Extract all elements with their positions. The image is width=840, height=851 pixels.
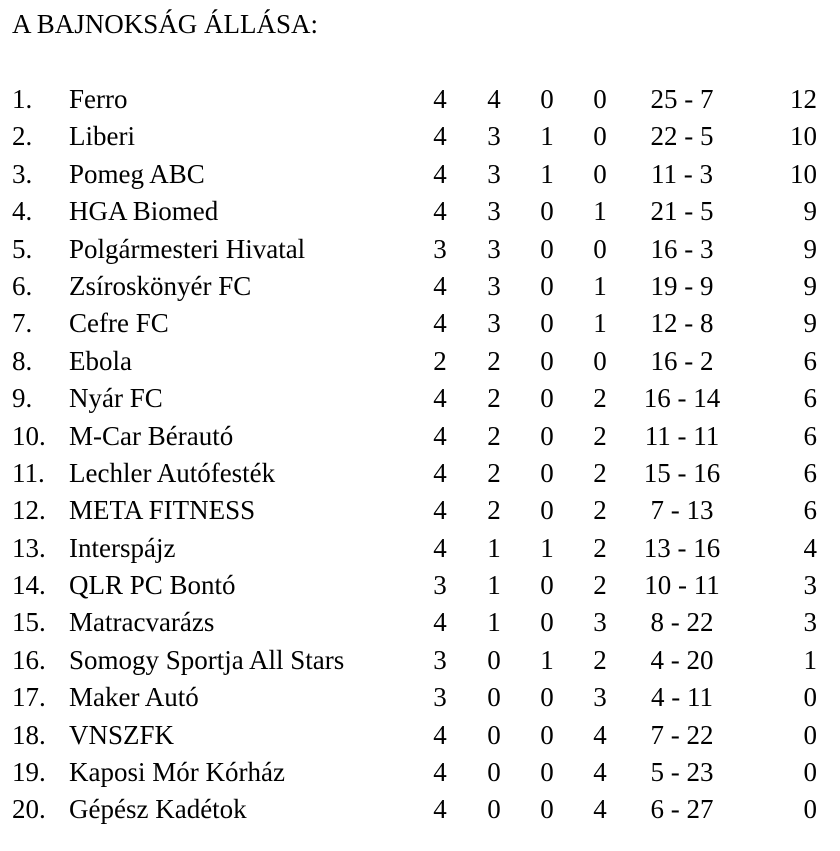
position-cell: 12.: [12, 495, 46, 526]
won-cell: 0: [487, 719, 501, 750]
drawn-cell: 0: [540, 84, 554, 114]
played-cell: 3: [433, 233, 447, 264]
points-cell: 0: [803, 757, 817, 788]
played-cell: 4: [433, 794, 447, 825]
goals-cell: 7 - 13: [650, 495, 714, 526]
played-cell: 4: [433, 532, 447, 563]
lost-cell: 0: [593, 233, 607, 264]
lost-cell: 0: [593, 84, 607, 114]
team-name-cell: VNSZFK: [69, 719, 175, 750]
position-cell: 20.: [12, 794, 46, 825]
drawn-cell: 1: [540, 644, 554, 675]
played-cell: 4: [433, 270, 447, 301]
team-name-cell: Lechler Autófesték: [69, 457, 276, 488]
team-name-cell: Zsíroskönyér FC: [69, 270, 252, 301]
goals-cell: 4 - 11: [651, 682, 713, 713]
goals-cell: 12 - 8: [650, 308, 714, 339]
goals-cell: 10 - 11: [644, 570, 720, 601]
lost-cell: 0: [593, 121, 607, 152]
team-name-cell: Interspájz: [69, 532, 176, 563]
position-cell: 11.: [12, 457, 45, 488]
won-cell: 1: [487, 570, 501, 601]
lost-cell: 1: [593, 196, 607, 227]
team-name-cell: Ferro: [69, 84, 128, 114]
drawn-cell: 1: [540, 532, 554, 563]
table-row: [0, 268, 840, 305]
goals-cell: 22 - 5: [650, 121, 714, 152]
drawn-cell: 0: [540, 345, 554, 376]
drawn-cell: 0: [540, 457, 554, 488]
points-cell: 9: [803, 308, 817, 339]
drawn-cell: 0: [540, 308, 554, 339]
lost-cell: 2: [593, 495, 607, 526]
won-cell: 0: [487, 682, 501, 713]
team-name-cell: Matracvarázs: [69, 607, 215, 638]
page-title: A BAJNOKSÁG ÁLLÁSA:: [12, 9, 319, 39]
goals-cell: 16 - 2: [650, 345, 714, 376]
position-cell: 14.: [12, 570, 46, 601]
drawn-cell: 0: [540, 794, 554, 825]
points-cell: 3: [803, 607, 817, 638]
drawn-cell: 0: [540, 233, 554, 264]
position-cell: 15.: [12, 607, 46, 638]
goals-cell: 11 - 11: [644, 420, 720, 451]
won-cell: 1: [487, 607, 501, 638]
drawn-cell: 0: [540, 682, 554, 713]
won-cell: 3: [487, 121, 501, 152]
table-row: [0, 231, 840, 268]
position-cell: 17.: [12, 682, 46, 713]
team-name-cell: M-Car Bérautó: [69, 420, 234, 451]
table-row: [0, 418, 840, 455]
drawn-cell: 0: [540, 420, 554, 451]
played-cell: 4: [433, 196, 447, 227]
won-cell: 3: [487, 308, 501, 339]
drawn-cell: 0: [540, 607, 554, 638]
played-cell: 4: [433, 308, 447, 339]
won-cell: 2: [487, 345, 501, 376]
won-cell: 1: [487, 532, 501, 563]
team-name-cell: Kaposi Mór Kórház: [69, 757, 285, 788]
position-cell: 3.: [12, 158, 33, 189]
lost-cell: 3: [593, 607, 607, 638]
position-cell: 7.: [12, 308, 33, 339]
table-row: [0, 791, 840, 828]
points-cell: 10: [790, 158, 817, 189]
table-row: [0, 455, 840, 492]
points-cell: 9: [803, 270, 817, 301]
table-row: [0, 717, 840, 754]
table-row: [0, 380, 840, 417]
lost-cell: 0: [593, 158, 607, 189]
team-name-cell: Cefre FC: [69, 308, 169, 339]
played-cell: 4: [433, 757, 447, 788]
lost-cell: 1: [593, 270, 607, 301]
drawn-cell: 0: [540, 570, 554, 601]
team-name-cell: META FITNESS: [69, 495, 256, 526]
won-cell: 0: [487, 757, 501, 788]
played-cell: 4: [433, 121, 447, 152]
drawn-cell: 0: [540, 270, 554, 301]
won-cell: 2: [487, 457, 501, 488]
position-cell: 4.: [12, 196, 33, 227]
table-row: [0, 305, 840, 342]
played-cell: 4: [433, 158, 447, 189]
standings-table: [0, 81, 840, 829]
won-cell: 3: [487, 233, 501, 264]
points-cell: 6: [803, 345, 817, 376]
goals-cell: 4 - 20: [650, 644, 714, 675]
points-cell: 3: [803, 570, 817, 601]
team-name-cell: Polgármesteri Hivatal: [69, 233, 306, 264]
drawn-cell: 0: [540, 719, 554, 750]
goals-cell: 7 - 22: [650, 719, 714, 750]
goals-cell: 15 - 16: [643, 457, 721, 488]
points-cell: 0: [803, 719, 817, 750]
lost-cell: 2: [593, 570, 607, 601]
points-cell: 4: [803, 532, 817, 563]
played-cell: 4: [433, 495, 447, 526]
table-row: [0, 679, 840, 716]
goals-cell: 5 - 23: [650, 757, 714, 788]
table-row: [0, 642, 840, 679]
goals-cell: 25 - 7: [650, 84, 714, 114]
played-cell: 4: [433, 457, 447, 488]
table-row: [0, 118, 840, 155]
lost-cell: 2: [593, 420, 607, 451]
played-cell: 4: [433, 607, 447, 638]
table-row: [0, 156, 840, 193]
lost-cell: 4: [593, 719, 607, 750]
position-cell: 19.: [12, 757, 46, 788]
position-cell: 13.: [12, 532, 46, 563]
lost-cell: 0: [593, 345, 607, 376]
drawn-cell: 0: [540, 383, 554, 414]
team-name-cell: Liberi: [69, 121, 135, 152]
position-cell: 6.: [12, 270, 33, 301]
goals-cell: 16 - 14: [643, 383, 721, 414]
table-row: [0, 530, 840, 567]
lost-cell: 2: [593, 457, 607, 488]
position-cell: 10.: [12, 420, 46, 451]
table-row: [0, 193, 840, 230]
lost-cell: 4: [593, 757, 607, 788]
goals-cell: 21 - 5: [650, 196, 714, 227]
played-cell: 3: [433, 682, 447, 713]
table-row: [0, 343, 840, 380]
won-cell: 2: [487, 420, 501, 451]
played-cell: 3: [433, 570, 447, 601]
team-name-cell: QLR PC Bontó: [69, 570, 236, 601]
won-cell: 0: [487, 794, 501, 825]
position-cell: 16.: [12, 644, 46, 675]
goals-cell: 8 - 22: [650, 607, 714, 638]
won-cell: 3: [487, 158, 501, 189]
team-name-cell: HGA Biomed: [69, 196, 219, 227]
drawn-cell: 1: [540, 121, 554, 152]
position-cell: 2.: [12, 121, 33, 152]
table-row: [0, 604, 840, 641]
goals-cell: 6 - 27: [650, 794, 714, 825]
position-cell: 9.: [12, 383, 33, 414]
won-cell: 3: [487, 196, 501, 227]
lost-cell: 3: [593, 682, 607, 713]
lost-cell: 2: [593, 383, 607, 414]
played-cell: 4: [433, 719, 447, 750]
lost-cell: 2: [593, 532, 607, 563]
team-name-cell: Gépész Kadétok: [69, 794, 247, 825]
points-cell: 1: [803, 644, 817, 675]
points-cell: 10: [790, 121, 817, 152]
team-name-cell: Somogy Sportja All Stars: [69, 644, 345, 675]
drawn-cell: 0: [540, 757, 554, 788]
won-cell: 2: [487, 495, 501, 526]
position-cell: 8.: [12, 345, 33, 376]
won-cell: 0: [487, 644, 501, 675]
lost-cell: 2: [593, 644, 607, 675]
points-cell: 9: [803, 233, 817, 264]
goals-cell: 13 - 16: [643, 532, 721, 563]
team-name-cell: Pomeg ABC: [69, 158, 205, 189]
played-cell: 2: [433, 345, 447, 376]
drawn-cell: 0: [540, 495, 554, 526]
points-cell: 6: [803, 495, 817, 526]
table-row: [0, 81, 840, 118]
played-cell: 4: [433, 383, 447, 414]
points-cell: 0: [803, 682, 817, 713]
goals-cell: 16 - 3: [650, 233, 714, 264]
won-cell: 4: [487, 84, 501, 114]
points-cell: 12: [790, 84, 817, 114]
team-name-cell: Maker Autó: [69, 682, 199, 713]
played-cell: 4: [433, 84, 447, 114]
lost-cell: 4: [593, 794, 607, 825]
position-cell: 1.: [12, 84, 33, 114]
drawn-cell: 0: [540, 196, 554, 227]
points-cell: 9: [803, 196, 817, 227]
team-name-cell: Ebola: [69, 345, 132, 376]
drawn-cell: 1: [540, 158, 554, 189]
played-cell: 3: [433, 644, 447, 675]
table-row: [0, 492, 840, 529]
table-row: [0, 754, 840, 791]
points-cell: 0: [803, 794, 817, 825]
won-cell: 2: [487, 383, 501, 414]
position-cell: 18.: [12, 719, 46, 750]
played-cell: 4: [433, 420, 447, 451]
goals-cell: 19 - 9: [650, 270, 714, 301]
position-cell: 5.: [12, 233, 33, 264]
team-name-cell: Nyár FC: [69, 383, 163, 414]
points-cell: 6: [803, 457, 817, 488]
lost-cell: 1: [593, 308, 607, 339]
won-cell: 3: [487, 270, 501, 301]
goals-cell: 11 - 3: [651, 158, 713, 189]
table-row: [0, 567, 840, 604]
points-cell: 6: [803, 420, 817, 451]
points-cell: 6: [803, 383, 817, 414]
